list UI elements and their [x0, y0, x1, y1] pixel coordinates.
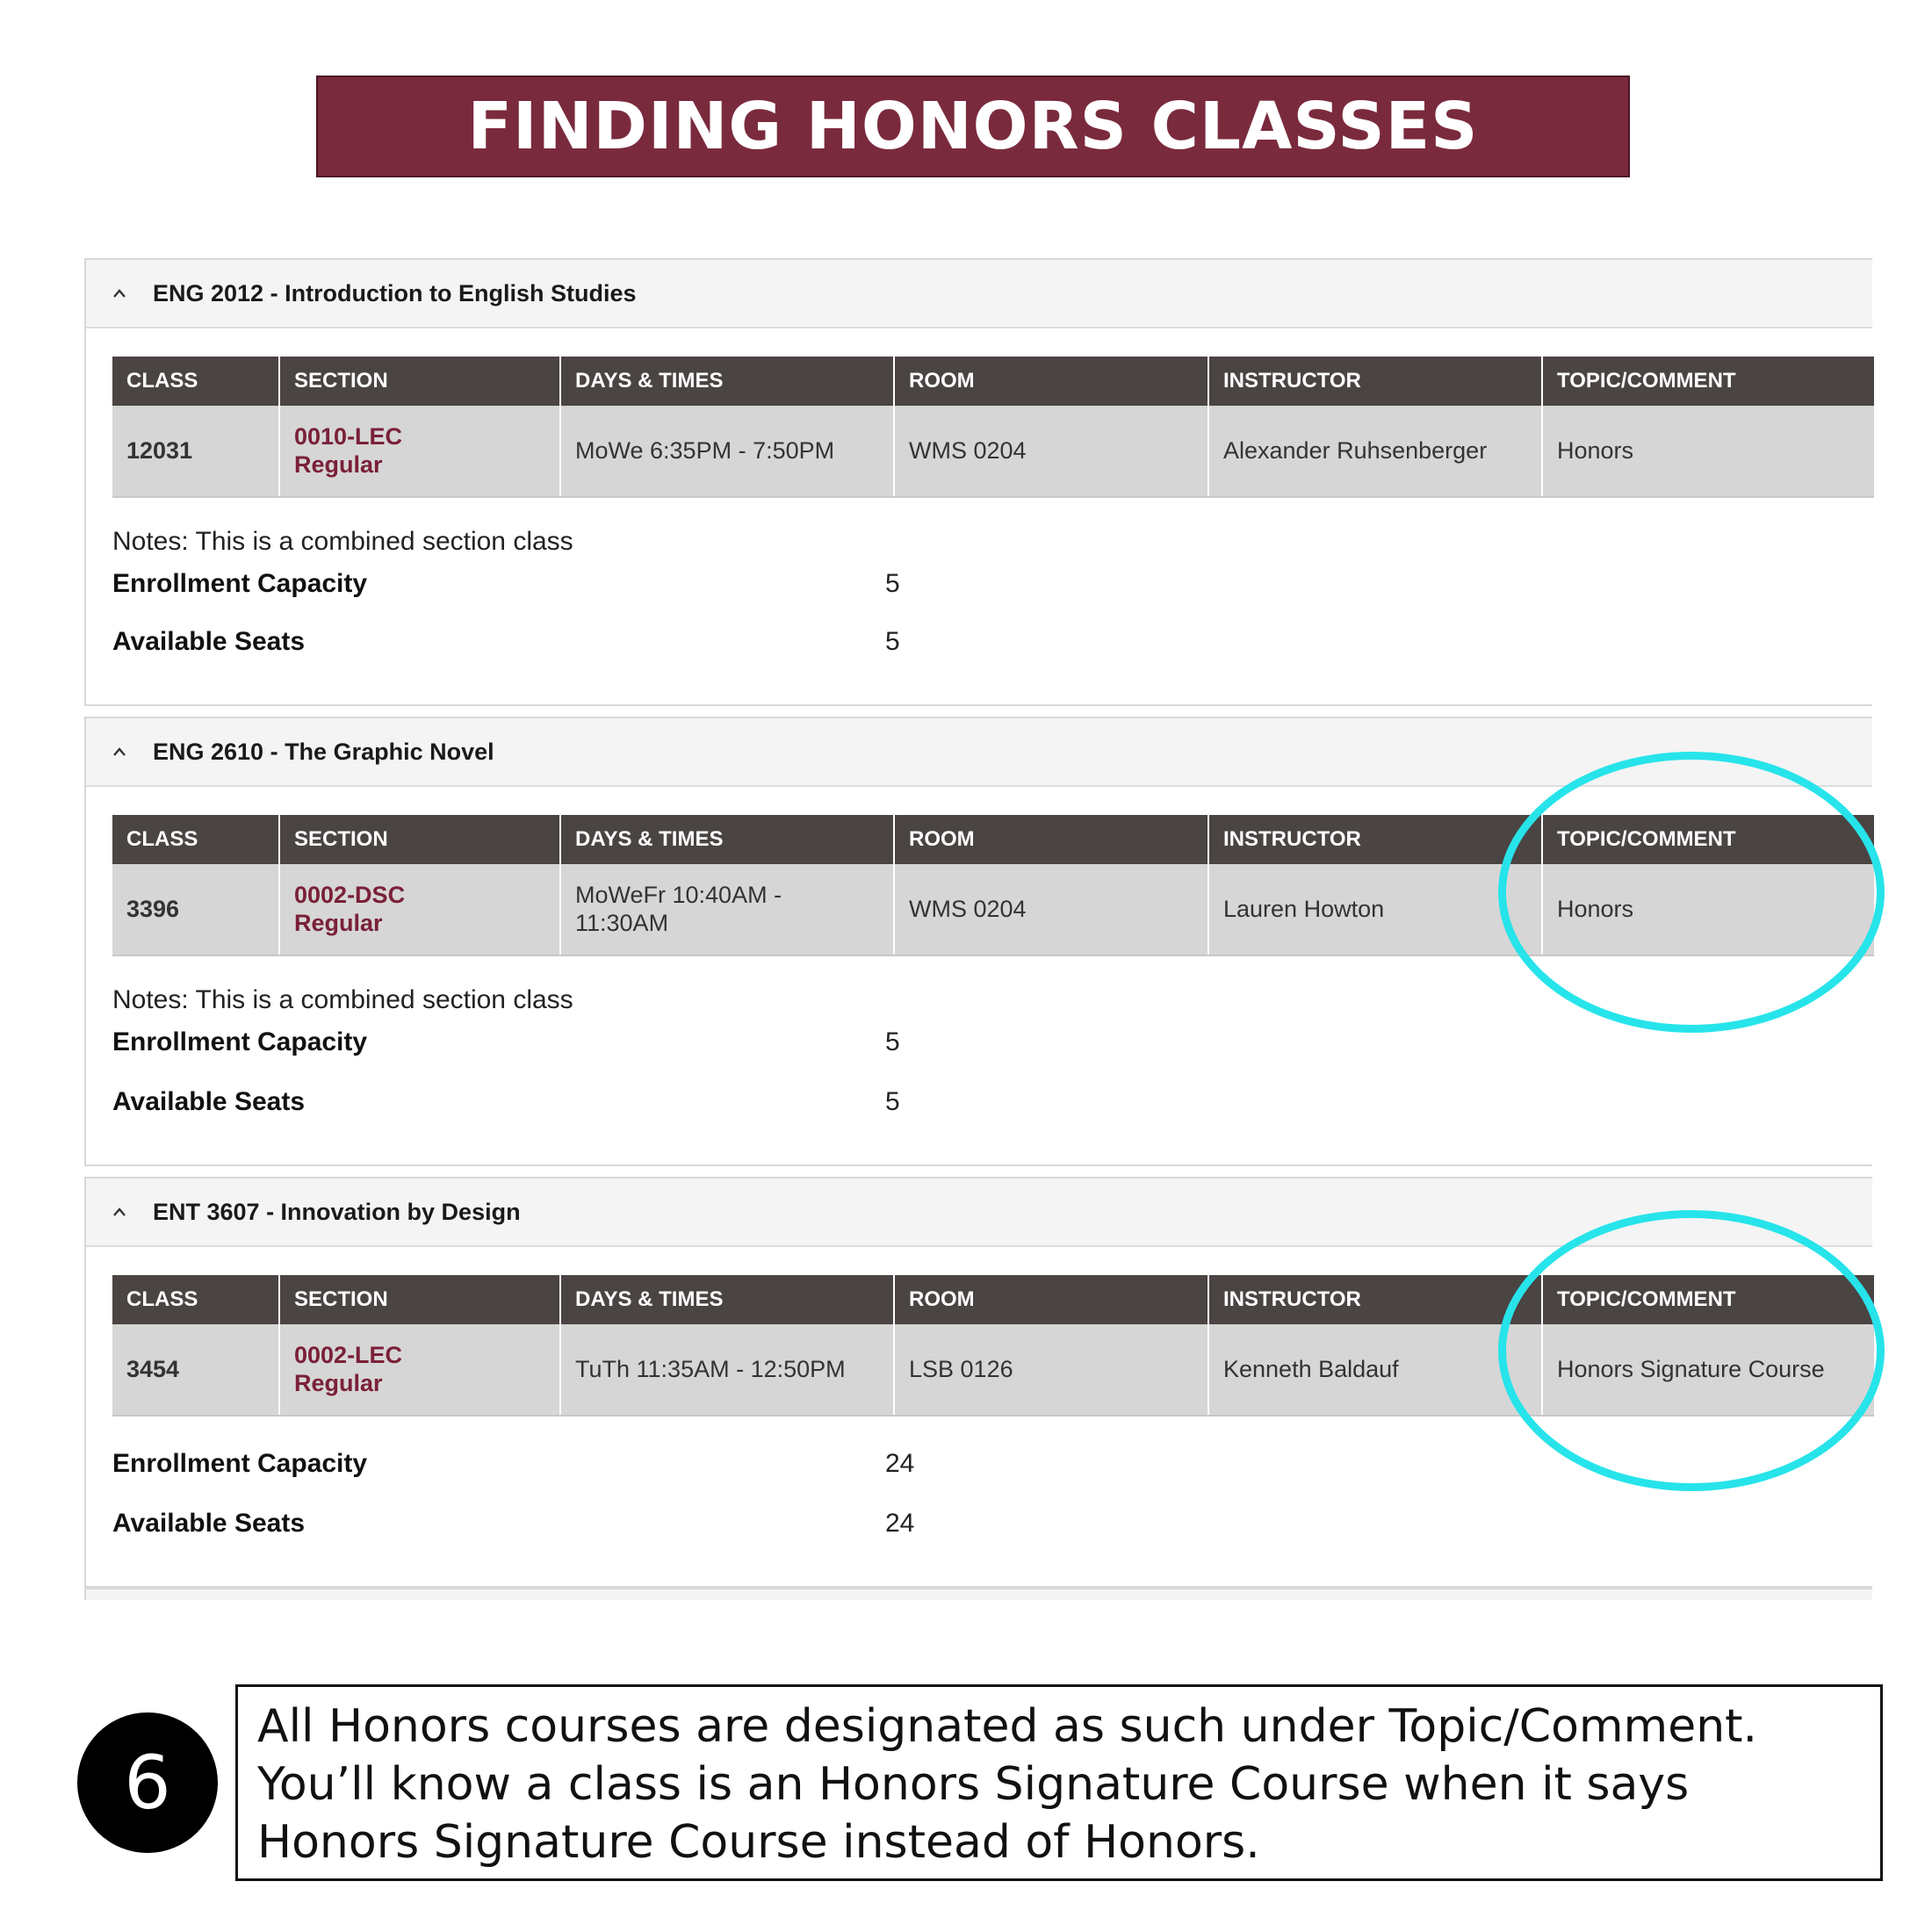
highlight-circle-topic-honors — [1498, 752, 1885, 1033]
seats-label: Available Seats — [112, 1087, 306, 1116]
col-room: ROOM — [894, 357, 1208, 406]
section-link[interactable]: 0010-LEC — [294, 423, 403, 451]
col-instructor: INSTRUCTOR — [1208, 815, 1542, 864]
course-header[interactable] — [86, 260, 1872, 328]
seats-value: 24 — [885, 1509, 915, 1538]
col-topic: TOPIC/COMMENT — [1542, 815, 1874, 864]
course-panel-eng2012 — [84, 258, 1872, 706]
room-cell: WMS 0204 — [894, 864, 1208, 955]
page-banner — [316, 76, 1630, 177]
section-type: Regular — [294, 451, 383, 478]
room-cell: WMS 0204 — [894, 406, 1208, 497]
section-table — [112, 357, 1874, 498]
enrollment-label: Enrollment Capacity — [112, 569, 368, 598]
col-class: CLASS — [112, 1275, 279, 1324]
col-class: CLASS — [112, 815, 279, 864]
section-cell — [279, 864, 560, 955]
chevron-up-icon[interactable] — [112, 745, 126, 759]
step-number-badge: 6 — [77, 1712, 218, 1853]
col-section: SECTION — [279, 815, 560, 864]
col-topic: TOPIC/COMMENT — [1542, 1275, 1874, 1324]
enrollment-value: 5 — [885, 1027, 900, 1056]
enrollment-label: Enrollment Capacity — [112, 1027, 368, 1056]
section-link[interactable]: 0002-DSC — [294, 882, 406, 909]
days-times-text: MoWeFr 10:40AM - 11:30AM — [575, 882, 782, 936]
step-explanation: All Honors courses are designated as such under Topic/Comment. You’ll know a class is an Honors Signature Course when it says Honors Signature Course instead of Honors. — [235, 1684, 1883, 1881]
col-section: SECTION — [279, 1275, 560, 1324]
class-number-link[interactable]: 3396 — [112, 864, 279, 955]
topic-cell: Honors — [1542, 864, 1874, 955]
table-row — [112, 406, 1874, 497]
room-cell: LSB 0126 — [894, 1324, 1208, 1416]
instructor-cell: Lauren Howton — [1208, 864, 1542, 955]
col-instructor: INSTRUCTOR — [1208, 357, 1542, 406]
seats-value: 5 — [885, 627, 900, 656]
topic-cell: Honors — [1542, 406, 1874, 497]
days-times-cell: MoWe 6:35PM - 7:50PM — [560, 406, 894, 497]
table-header-row — [112, 357, 1874, 406]
class-number-link[interactable]: 12031 — [112, 406, 279, 497]
banner-title: FINDING HONORS CLASSES — [467, 89, 1479, 164]
col-class: CLASS — [112, 357, 279, 406]
instructor-cell: Alexander Ruhsenberger — [1208, 406, 1542, 497]
col-section: SECTION — [279, 357, 560, 406]
col-days-times: DAYS & TIMES — [560, 815, 894, 864]
col-topic: TOPIC/COMMENT — [1542, 357, 1874, 406]
notes-text: Notes: This is a combined section class — [112, 985, 573, 1014]
seats-label: Available Seats — [112, 1509, 306, 1538]
enrollment-label: Enrollment Capacity — [112, 1449, 368, 1478]
col-instructor: INSTRUCTOR — [1208, 1275, 1542, 1324]
seats-value: 5 — [885, 1087, 900, 1116]
course-title: ENG 2012 - Introduction to English Studies — [153, 279, 637, 306]
seats-label: Available Seats — [112, 627, 306, 656]
highlight-circle-topic-signature — [1498, 1210, 1885, 1491]
course-title: ENG 2610 - The Graphic Novel — [153, 738, 494, 765]
col-days-times: DAYS & TIMES — [560, 1275, 894, 1324]
chevron-up-icon[interactable] — [112, 1205, 126, 1219]
notes-text: Notes: This is a combined section class — [112, 527, 573, 556]
days-times-cell: TuTh 11:35AM - 12:50PM — [560, 1324, 894, 1416]
col-days-times: DAYS & TIMES — [560, 357, 894, 406]
section-type: Regular — [294, 1369, 383, 1396]
enrollment-value: 5 — [885, 569, 900, 598]
section-cell — [279, 1324, 560, 1416]
days-times-cell — [560, 864, 894, 955]
chevron-up-icon[interactable] — [112, 286, 126, 300]
col-room: ROOM — [894, 815, 1208, 864]
next-course-panel-edge — [84, 1588, 1872, 1600]
class-number-link[interactable]: 3454 — [112, 1324, 279, 1416]
topic-cell: Honors Signature Course — [1542, 1324, 1874, 1416]
section-cell — [279, 406, 560, 497]
section-link[interactable]: 0002-LEC — [294, 1342, 403, 1369]
course-title: ENT 3607 - Innovation by Design — [153, 1198, 521, 1225]
enrollment-value: 24 — [885, 1449, 915, 1478]
col-room: ROOM — [894, 1275, 1208, 1324]
instructor-cell: Kenneth Baldauf — [1208, 1324, 1542, 1416]
section-type: Regular — [294, 909, 383, 936]
